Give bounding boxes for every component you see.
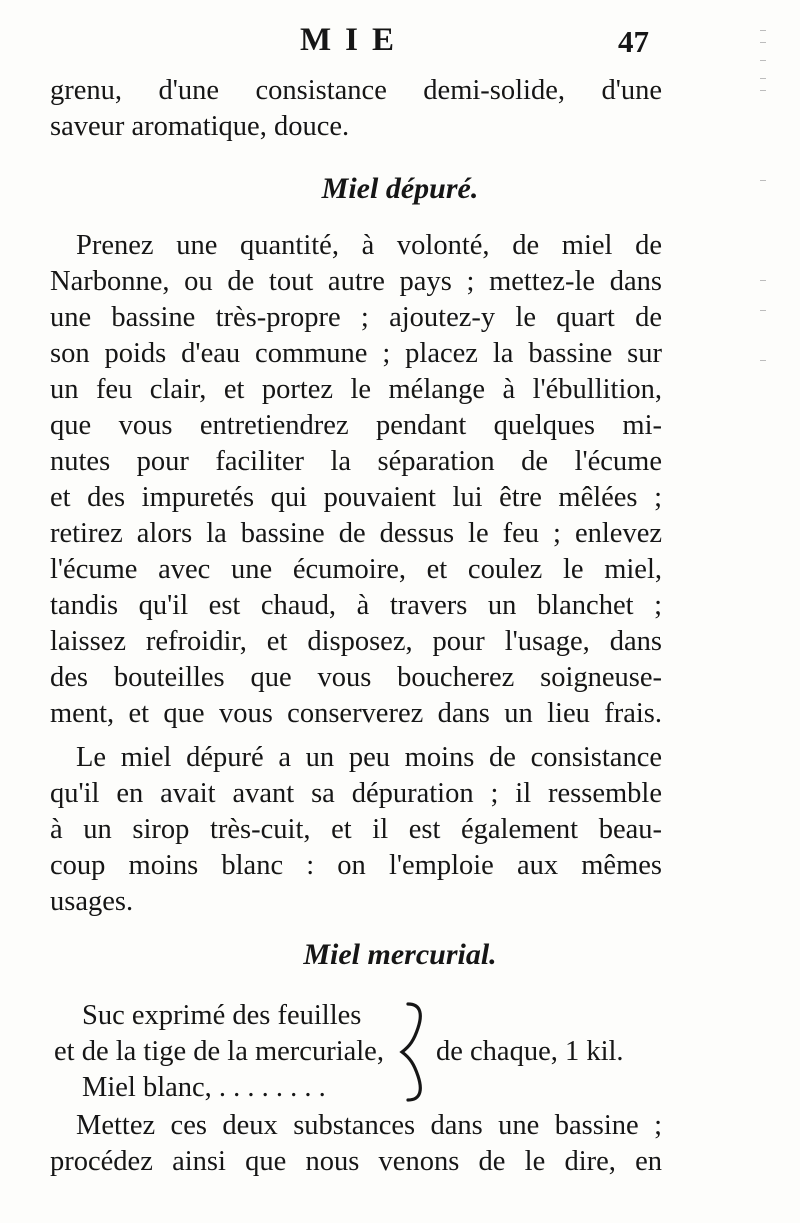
section-title: Miel mercurial. — [303, 938, 497, 971]
text-line: saveur aromatique, douce. — [50, 111, 350, 142]
text-line: usages. — [50, 886, 134, 917]
ingredient-quantity: de chaque, 1 kil. — [436, 1036, 624, 1067]
text-line: ment, et que vous conserverez dans un lieu frais. — [50, 698, 662, 729]
text-line: à un sirop très-cuit, et il est également beau- — [50, 814, 662, 845]
text-line: un feu clair, et portez le mélange à l'ébullition, — [50, 374, 662, 405]
text-line: son poids d'eau commune ; placez la bassine sur — [50, 338, 662, 369]
text-line: Prenez une quantité, à volonté, de miel de — [76, 230, 662, 261]
text-line: Mettez ces deux substances dans une bassine ; — [76, 1110, 662, 1141]
text-line: procédez ainsi que nous venons de le dire, en — [50, 1146, 662, 1177]
text-line: une bassine très-propre ; ajoutez-y le quart de — [50, 302, 662, 333]
text-line: nutes pour faciliter la séparation de l'écume — [50, 446, 662, 477]
text-line: qu'il en avait avant sa dépuration ; il ressemble — [50, 778, 662, 809]
ingredient-line: Suc exprimé des feuilles — [82, 1000, 362, 1031]
text-line: Narbonne, ou de tout autre pays ; mettez-le dans — [50, 266, 662, 297]
text-line: retirez alors la bassine de dessus le feu ; enlevez — [50, 518, 662, 549]
text-line: grenu, d'une consistance demi-solide, d'une — [50, 75, 662, 106]
ingredient-line: Miel blanc, . . . . . . . . — [82, 1072, 326, 1103]
text-line: l'écume avec une écumoire, et coulez le miel, — [50, 554, 662, 585]
text-line: laissez refroidir, et disposez, pour l'usage, dans — [50, 626, 662, 657]
text-line: et des impuretés qui pouvaient lui être mêlées ; — [50, 482, 662, 513]
page-number: 47 — [618, 24, 649, 59]
section-title: Miel dépuré. — [321, 172, 479, 205]
running-title: MIE — [300, 22, 408, 58]
ingredient-line: et de la tige de la mercuriale, — [54, 1036, 384, 1067]
text-line: des bouteilles que vous boucherez soigneuse- — [50, 662, 662, 693]
curly-brace-icon — [398, 1000, 434, 1104]
text-line: Le miel dépuré a un peu moins de consistance — [76, 742, 662, 773]
page-header — [0, 22, 800, 62]
margin-marks — [760, 30, 772, 410]
text-line: tandis qu'il est chaud, à travers un blanchet ; — [50, 590, 662, 621]
text-line: que vous entretiendrez pendant quelques mi- — [50, 410, 662, 441]
text-line: coup moins blanc : on l'emploie aux mêmes — [50, 850, 662, 881]
ingredient-list — [0, 998, 800, 1106]
